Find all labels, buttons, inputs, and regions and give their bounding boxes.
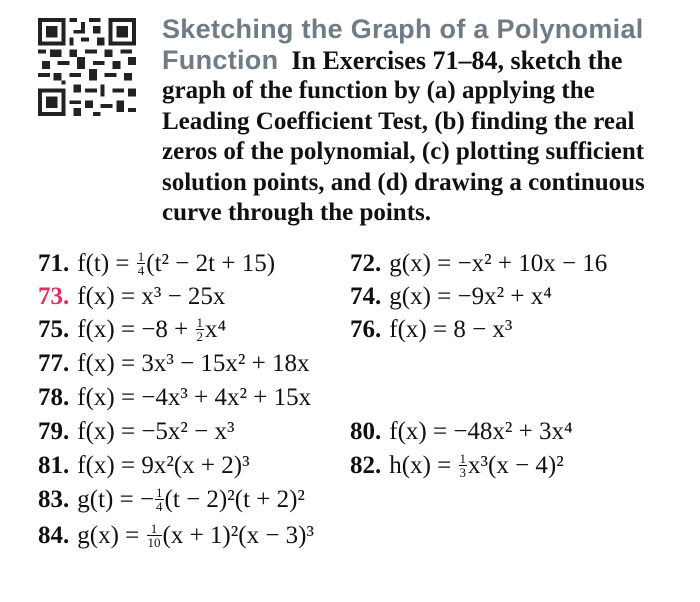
exercise-84	[38, 520, 314, 552]
fraction	[459, 452, 468, 479]
numerator: 1	[137, 248, 145, 264]
exercise-number: 80.	[350, 418, 382, 445]
exercise-instructions-start: In Exercises 71–84, sketch the	[291, 46, 623, 75]
denominator: 10	[147, 534, 161, 550]
exercise-expression: f(x) = −48x² + 3x⁴	[389, 418, 573, 445]
numerator: 1	[156, 484, 163, 500]
exercise-71	[38, 248, 275, 280]
exercise-76	[350, 314, 512, 346]
section-heading-line1: Sketching the Graph of a Polynomial	[162, 14, 644, 44]
exercise-number: 78.	[38, 384, 70, 411]
exercise-expression: g(x) =	[77, 522, 146, 549]
instruction-line: solution points, and (d) drawing a continuous	[162, 168, 645, 196]
exercise-number: 84.	[38, 522, 70, 549]
denominator: 4	[137, 262, 145, 278]
exercise-number: 83.	[38, 486, 70, 513]
exercise-72	[350, 248, 607, 280]
exercise-expression: f(x) = 3x³ − 15x² + 18x	[77, 350, 310, 377]
section-heading-line2: Function	[162, 45, 279, 75]
instruction-line: graph of the function by (a) applying the	[162, 77, 595, 104]
exercise-expression-tail: x³(x − 4)²	[468, 452, 564, 479]
exercise-expression: f(x) = −5x² − x³	[77, 418, 235, 445]
exercise-number: 71.	[38, 250, 70, 277]
exercise-expression-tail: (t² − 2t + 15)	[146, 250, 276, 277]
section-header	[162, 14, 682, 229]
exercise-expression-tail: (x + 1)²(x − 3)³	[162, 522, 314, 549]
exercise-number: 74.	[350, 283, 382, 310]
exercise-number: 81.	[38, 452, 70, 479]
exercise-number: 79.	[38, 418, 70, 445]
exercise-number: 72.	[350, 250, 382, 277]
exercise-expression: f(x) = −8 +	[77, 316, 195, 343]
exercise-expression: f(x) = 9x²(x + 2)³	[77, 452, 250, 479]
exercise-expression: g(t) = −	[77, 486, 155, 513]
numerator: 1	[147, 522, 162, 536]
exercise-81	[38, 450, 250, 482]
numerator: 1	[196, 314, 204, 330]
exercise-number: 77.	[38, 350, 70, 377]
exercise-expression: g(x) = −9x² + x⁴	[389, 283, 552, 310]
exercise-80	[350, 416, 573, 448]
exercise-expression: f(x) = 8 − x³	[389, 316, 513, 343]
denominator: 3	[459, 464, 466, 480]
exercise-expression: h(x) =	[389, 452, 458, 479]
qr-code	[38, 18, 136, 116]
exercise-number: 73.	[38, 283, 70, 310]
numerator: 1	[459, 450, 466, 466]
instruction-line: Leading Coefficient Test, (b) finding the real	[162, 107, 635, 135]
exercise-77	[38, 348, 310, 380]
exercise-expression: g(x) = −x² + 10x − 16	[389, 250, 608, 277]
exercise-expression: f(x) = −4x³ + 4x² + 15x	[77, 384, 312, 411]
exercise-78	[38, 382, 311, 414]
exercise-82	[350, 450, 564, 482]
fraction	[137, 250, 146, 277]
exercise-number: 75.	[38, 316, 70, 343]
exercise-number: 76.	[350, 316, 382, 343]
denominator: 2	[196, 328, 204, 344]
exercise-expression: f(t) =	[77, 250, 136, 277]
exercise-83	[38, 484, 305, 516]
fraction	[196, 316, 205, 343]
exercise-number: 82.	[350, 452, 382, 479]
exercise-expression-tail: x⁴	[205, 316, 227, 343]
fraction	[155, 486, 164, 513]
instruction-line: zeros of the polynomial, (c) plotting sufficient	[162, 138, 645, 165]
denominator: 4	[156, 498, 163, 514]
fraction	[147, 522, 162, 549]
instruction-line: curve through the points.	[162, 199, 432, 226]
exercise-73	[38, 281, 225, 313]
exercise-79	[38, 416, 235, 448]
exercise-74	[350, 281, 552, 313]
exercise-expression-tail: (t − 2)²(t + 2)²	[164, 486, 305, 513]
exercise-expression: f(x) = x³ − 25x	[77, 283, 226, 310]
exercise-75	[38, 314, 226, 346]
